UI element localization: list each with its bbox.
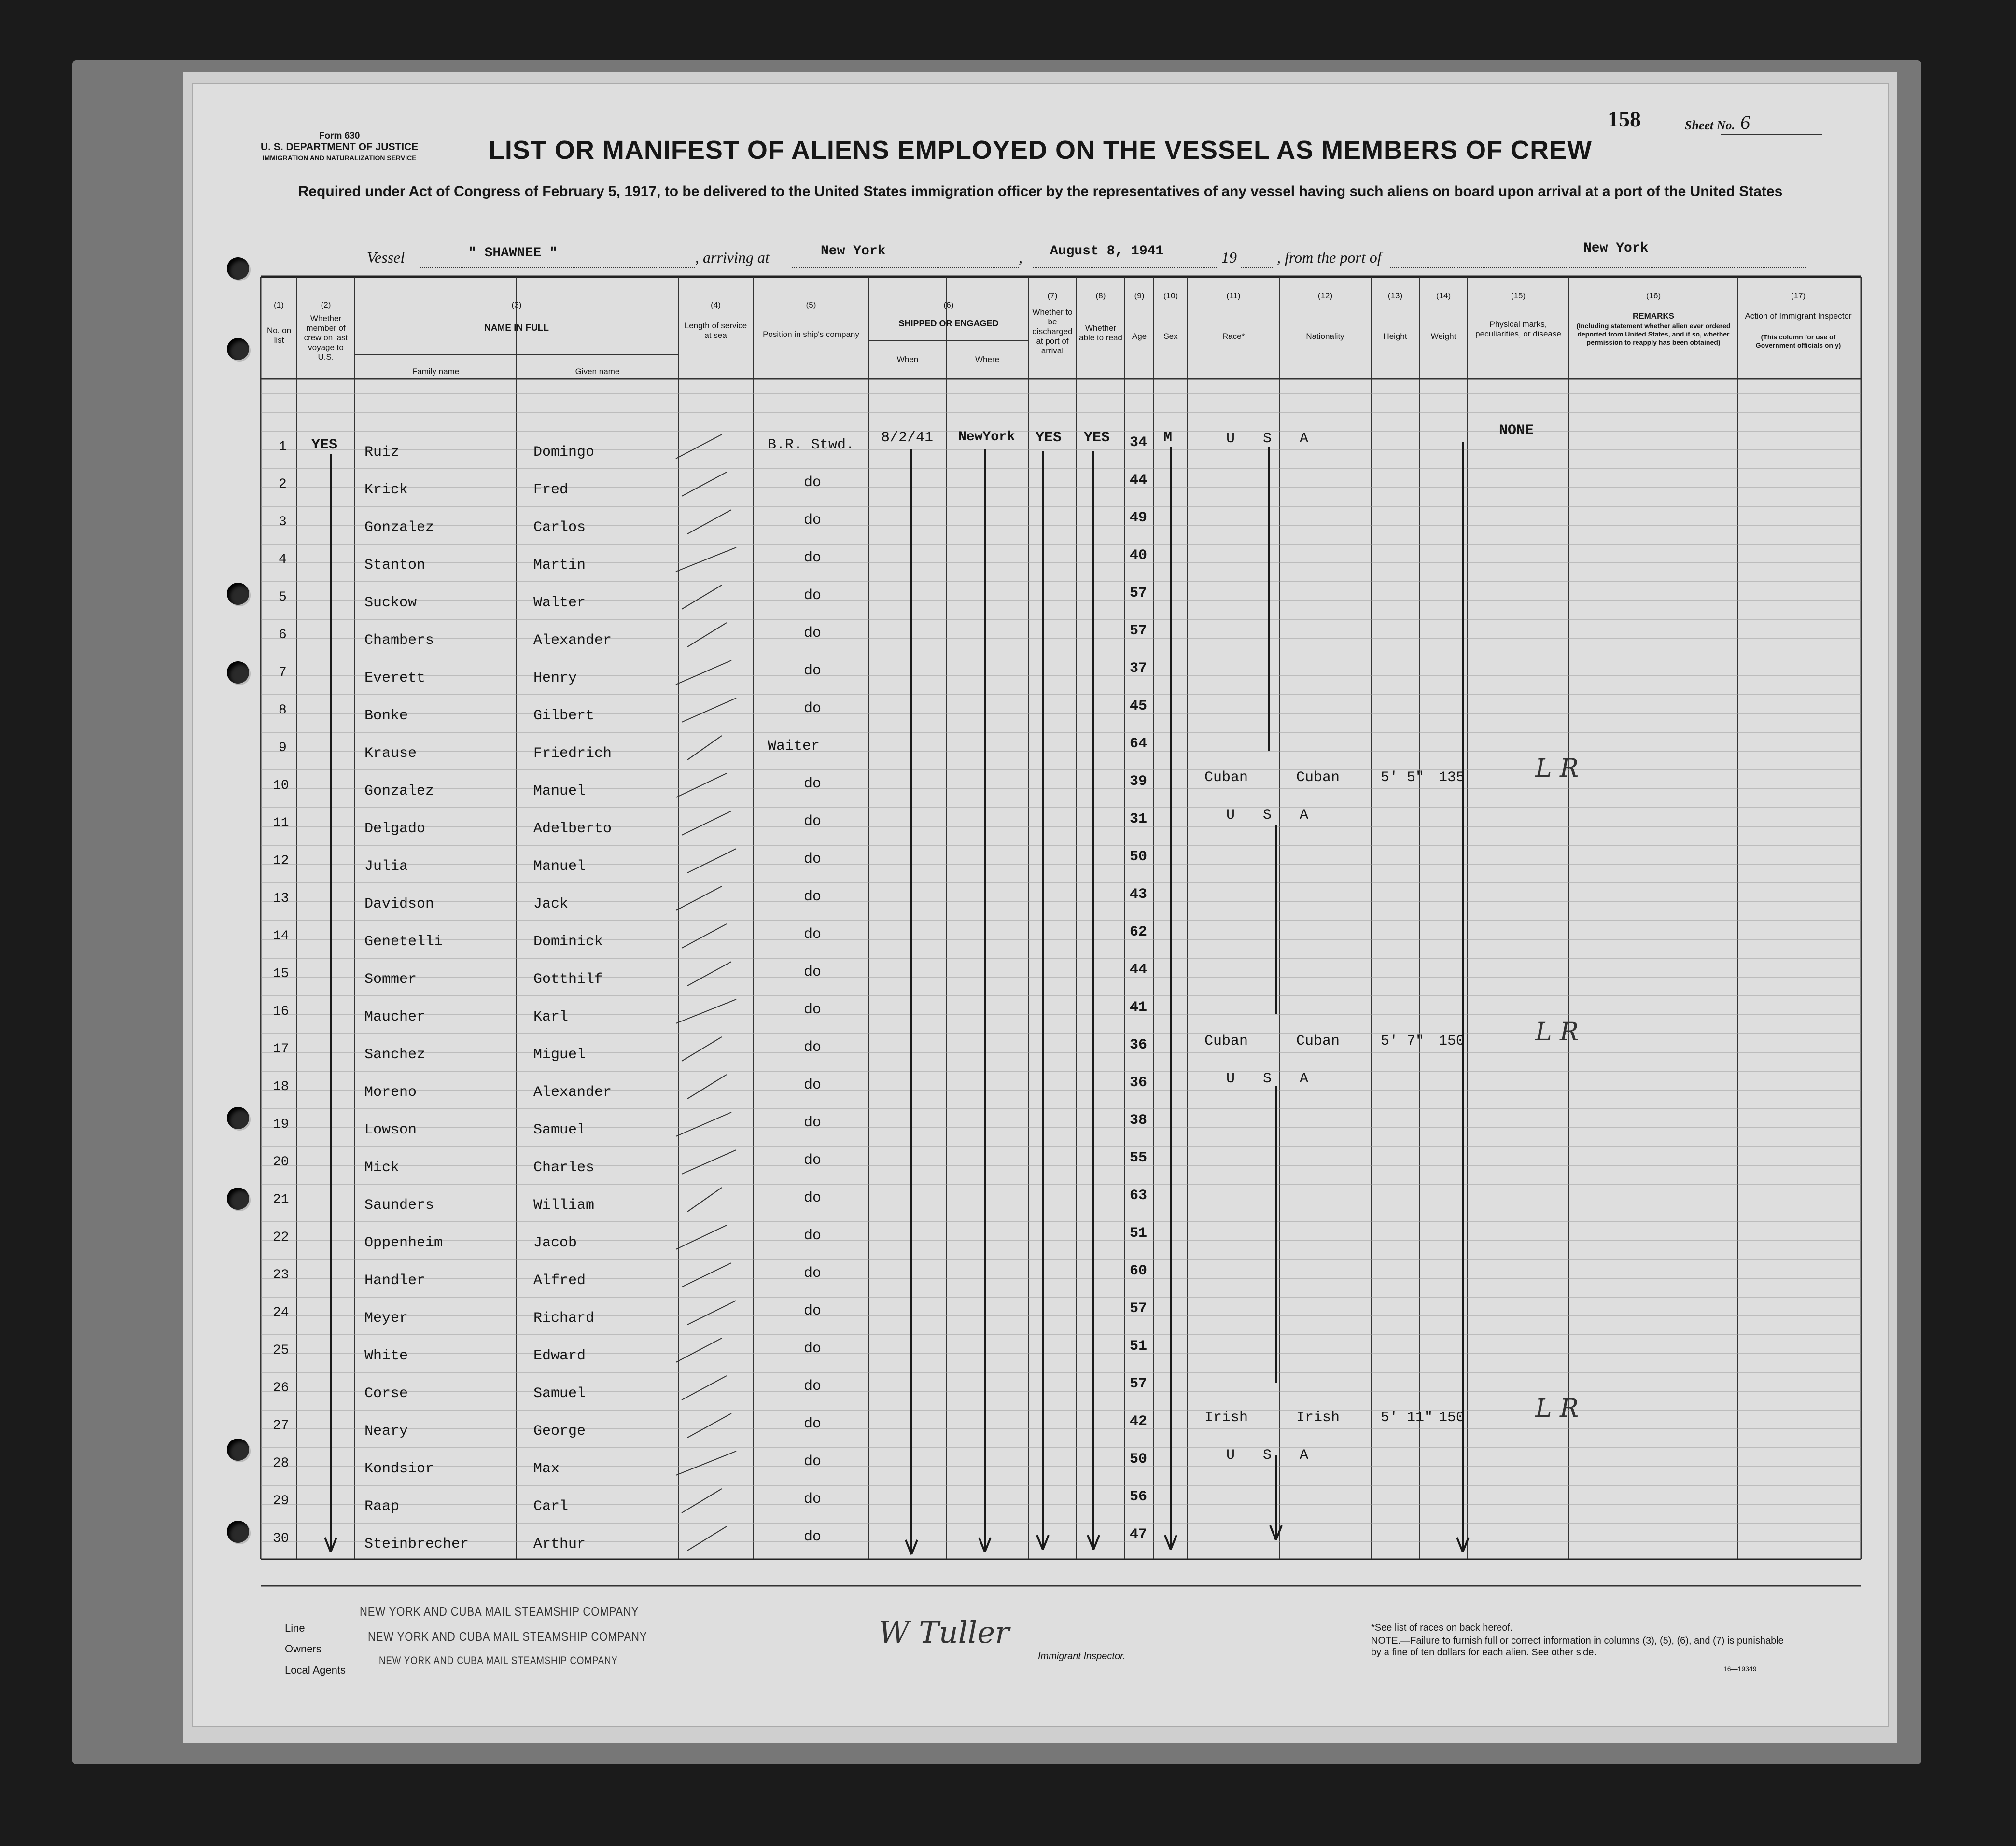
nationality: Cuban (1296, 769, 1340, 786)
age: 47 (1130, 1526, 1148, 1543)
service-slash (687, 1526, 727, 1551)
col3-given: Given name (575, 367, 620, 376)
vessel-name: " SHAWNEE " (468, 246, 558, 261)
family-name: Steinbrecher (364, 1536, 469, 1552)
form-code: 16—19349 (1723, 1665, 1757, 1673)
family-name: Saunders (364, 1197, 434, 1214)
col16-num: (16) (1646, 291, 1661, 300)
col5-num: (5) (806, 300, 816, 309)
age: 31 (1130, 811, 1148, 827)
age: 57 (1130, 1301, 1148, 1317)
family-name: Krick (364, 482, 408, 498)
col6-where: Where (975, 355, 1000, 364)
given-name: Henry (533, 670, 577, 686)
service-slash (676, 886, 722, 910)
col3-family: Family name (412, 367, 460, 376)
owners-label: Owners (285, 1643, 322, 1655)
service-slash (676, 1225, 727, 1249)
family-name: Chambers (364, 632, 434, 649)
service-slash (682, 924, 727, 948)
service-slash (676, 1451, 736, 1475)
col4-label: Length of service at sea (684, 321, 747, 340)
service-slash (687, 736, 722, 760)
weight: 135 (1439, 769, 1465, 786)
col15-num: (15) (1511, 291, 1526, 300)
col11-num: (11) (1226, 291, 1241, 300)
row-number: 24 (273, 1305, 289, 1320)
height: 5' 7" (1381, 1033, 1425, 1049)
age: 36 (1130, 1037, 1148, 1053)
service-slash (676, 547, 736, 572)
age: 44 (1130, 962, 1148, 978)
col14-num: (14) (1436, 291, 1451, 300)
col8-num: (8) (1095, 291, 1106, 300)
service: IMMIGRATION AND NATURALIZATION SERVICE (262, 154, 417, 162)
col1-label: No. on list (266, 326, 292, 345)
from-port: New York (1583, 241, 1649, 256)
given-name: Dominick (533, 934, 603, 950)
family-name: Davidson (364, 896, 434, 912)
age: 34 (1130, 434, 1148, 451)
col6-label: SHIPPED OR ENGAGED (898, 319, 999, 328)
given-name: Arthur (533, 1536, 586, 1552)
race: U S A (1226, 807, 1309, 824)
family-name: Lowson (364, 1122, 417, 1138)
position: do (804, 776, 822, 792)
position: do (804, 851, 822, 867)
age: 50 (1130, 849, 1148, 865)
given-name: Jack (533, 896, 569, 912)
age: 63 (1130, 1188, 1148, 1204)
arriving-label: , arriving at (695, 249, 770, 266)
col5-label: Position in ship's company (763, 330, 859, 339)
line-label: Line (285, 1622, 305, 1634)
row-number: 5 (279, 590, 287, 605)
year-label: 19 (1221, 249, 1237, 266)
position: do (804, 663, 822, 679)
arrival-port: New York (821, 244, 886, 259)
family-name: Sanchez (364, 1047, 426, 1063)
service-slash (676, 434, 722, 459)
age: 37 (1130, 660, 1148, 677)
age: 41 (1130, 999, 1148, 1016)
member-last-voyage: YES (311, 437, 338, 453)
col2-label: Whether member of crew on last voyage to U.S. (304, 314, 348, 362)
family-name: Genetelli (364, 934, 443, 950)
service-slash (682, 1263, 731, 1287)
sheet-number: 6 (1721, 111, 1822, 135)
col3-label: NAME IN FULL (484, 323, 549, 333)
col9-num: (9) (1134, 291, 1145, 300)
age: 44 (1130, 472, 1148, 489)
position: do (804, 1002, 822, 1018)
col2-num: (2) (321, 300, 331, 309)
position: do (804, 550, 822, 566)
given-name: Miguel (533, 1047, 586, 1063)
from-label: , from the port of (1277, 249, 1382, 266)
given-name: Alexander (533, 632, 612, 649)
row-number: 21 (273, 1192, 289, 1207)
row-number: 14 (273, 929, 289, 944)
given-name: Manuel (533, 783, 586, 799)
position: do (804, 926, 822, 943)
given-name: Max (533, 1461, 560, 1477)
age: 55 (1130, 1150, 1148, 1166)
discharged: YES (1036, 430, 1062, 446)
given-name: Adelberto (533, 821, 612, 837)
given-name: Walter (533, 595, 586, 611)
col12-num: (12) (1317, 291, 1333, 300)
service-slash (682, 1376, 727, 1400)
position: B.R. Stwd. (768, 437, 855, 453)
given-name: Gotthilf (533, 971, 603, 988)
family-name: Delgado (364, 821, 426, 837)
given-name: Alexander (533, 1084, 612, 1101)
row-number: 7 (279, 665, 287, 680)
age: 57 (1130, 585, 1148, 601)
age: 42 (1130, 1413, 1148, 1430)
position: do (804, 813, 822, 830)
col15-label: Physical marks, peculiarities, or disease (1475, 320, 1561, 338)
weight: 150 (1439, 1410, 1465, 1426)
family-name: Gonzalez (364, 783, 434, 799)
col13-label: Height (1383, 332, 1407, 341)
age: 40 (1130, 547, 1148, 564)
service-slash (676, 773, 727, 797)
given-name: Jacob (533, 1235, 577, 1251)
manifest-title: LIST OR MANIFEST OF ALIENS EMPLOYED ON THE VESSEL AS MEMBERS OF CREW (488, 136, 1593, 165)
row-number: 11 (273, 816, 289, 831)
col6-num: (6) (943, 300, 954, 309)
service-slash (682, 1489, 722, 1513)
family-name: Handler (364, 1273, 426, 1289)
arrival-date: August 8, 1941 (1050, 244, 1164, 259)
family-name: Everett (364, 670, 426, 686)
age: 62 (1130, 924, 1148, 940)
position: do (804, 1228, 822, 1244)
col7-label: Whether to be discharged at port of arrival (1032, 308, 1073, 355)
height: 5' 5" (1381, 769, 1425, 786)
row-number: 22 (273, 1230, 289, 1245)
given-name: Carl (533, 1498, 569, 1515)
age: 36 (1130, 1075, 1148, 1091)
family-name: Suckow (364, 595, 417, 611)
position: do (804, 625, 822, 642)
position: do (804, 1416, 822, 1432)
service-slash (676, 1112, 731, 1136)
service-slash (687, 1301, 736, 1325)
row-number: 19 (273, 1117, 289, 1132)
race: Cuban (1204, 769, 1248, 786)
given-name: Karl (533, 1009, 569, 1025)
position: do (804, 1115, 822, 1131)
race: U S A (1226, 1447, 1309, 1464)
age: 60 (1130, 1263, 1148, 1279)
family-name: Meyer (364, 1310, 408, 1327)
nationality: Irish (1296, 1410, 1340, 1426)
col11-label: Race* (1222, 332, 1245, 341)
given-name: Edward (533, 1348, 586, 1364)
given-name: Manuel (533, 858, 586, 875)
manifest-subtitle: Required under Act of Congress of February 5, 1917, to be delivered to the United States immigration officer by the representatives of any vessel having such aliens on board upon arrival at a port of the United States (298, 183, 1783, 199)
family-name: Maucher (364, 1009, 426, 1025)
col9-label: Age (1132, 332, 1147, 341)
position: do (804, 964, 822, 980)
inspector-mark: L R (1535, 754, 1579, 783)
service-slash (687, 1413, 731, 1438)
row-number: 16 (273, 1004, 289, 1019)
col17-label: Action of Immigrant Inspector (1745, 311, 1852, 321)
row-number: 3 (279, 515, 287, 530)
family-name: Krause (364, 745, 417, 762)
agents-stamp: NEW YORK AND CUBA MAIL STEAMSHIP COMPANY (379, 1654, 618, 1666)
service-slash (687, 1188, 722, 1212)
service-slash (682, 811, 731, 835)
row-number: 23 (273, 1268, 289, 1283)
age: 57 (1130, 1376, 1148, 1392)
family-name: Bonke (364, 708, 408, 724)
given-name: William (533, 1197, 595, 1214)
position: do (804, 1303, 822, 1319)
penalty-note: NOTE.—Failure to furnish full or correct information in columns (3), (5), (6), and (7) is punishable by a fine of ten dollars for each alien. See other side. (1371, 1636, 1784, 1658)
col17-sub: (This column for use of Government officials only) (1755, 333, 1841, 349)
row-number: 9 (279, 741, 287, 755)
given-name: Alfred (533, 1273, 586, 1289)
row-number: 25 (273, 1343, 289, 1358)
inspector-label: Immigrant Inspector. (1038, 1651, 1126, 1662)
position: do (804, 889, 822, 905)
service-slash (682, 698, 736, 722)
row-number: 27 (273, 1418, 289, 1433)
row-number: 29 (273, 1494, 289, 1509)
col14-label: Weight (1430, 332, 1456, 341)
service-slash (687, 849, 736, 873)
service-slash (676, 1338, 722, 1362)
row-number: 30 (273, 1531, 289, 1546)
manifest-page (193, 84, 1888, 1726)
col6-when: When (896, 355, 919, 364)
age: 57 (1130, 623, 1148, 639)
row-number: 13 (273, 891, 289, 906)
position: do (804, 1529, 822, 1545)
position: do (804, 475, 822, 491)
service-slash (687, 1075, 727, 1099)
position: do (804, 1077, 822, 1093)
race: U S A (1226, 431, 1309, 447)
position: do (804, 1152, 822, 1169)
service-slash (687, 623, 727, 647)
row-number: 2 (279, 477, 287, 492)
form-number: Form 630 (319, 131, 360, 141)
col1-num: (1) (274, 300, 284, 309)
position: do (804, 1039, 822, 1056)
row-number: 6 (279, 628, 287, 643)
given-name: George (533, 1423, 586, 1440)
given-name: Richard (533, 1310, 595, 1327)
row-number: 26 (273, 1381, 289, 1396)
owners-stamp: NEW YORK AND CUBA MAIL STEAMSHIP COMPANY (368, 1629, 647, 1644)
row-number: 17 (273, 1042, 289, 1057)
col4-num: (4) (711, 300, 721, 309)
col10-label: Sex (1163, 332, 1178, 341)
inspector-mark: L R (1535, 1394, 1579, 1423)
nationality: Cuban (1296, 1033, 1340, 1049)
row-number: 12 (273, 853, 289, 868)
line-stamp: NEW YORK AND CUBA MAIL STEAMSHIP COMPANY (360, 1604, 639, 1619)
sheet-label: Sheet No. (1685, 118, 1735, 132)
col7-num: (7) (1047, 291, 1058, 300)
col13-num: (13) (1387, 291, 1403, 300)
position: do (804, 1265, 822, 1282)
family-name: Sommer (364, 971, 417, 988)
given-name: Martin (533, 557, 586, 573)
position: do (804, 1378, 822, 1395)
family-name: Julia (364, 858, 408, 875)
col16-sub: (Including statement whether alien ever ordered deported from United States, and if so, whether permission to reapply has been obtained) (1576, 322, 1731, 346)
service-slash (687, 962, 731, 986)
race: Cuban (1204, 1033, 1248, 1049)
age: 43 (1130, 886, 1148, 903)
age: 64 (1130, 736, 1148, 752)
service-slash (682, 585, 722, 609)
service-slash (682, 1150, 736, 1174)
row-number: 1 (279, 439, 287, 454)
position: do (804, 512, 822, 529)
row-number: 20 (273, 1155, 289, 1170)
position: Waiter (768, 738, 820, 755)
service-slash (687, 510, 731, 534)
able-to-read: YES (1084, 430, 1110, 446)
row-number: 18 (273, 1079, 289, 1094)
age: 51 (1130, 1225, 1148, 1242)
col17-num: (17) (1791, 291, 1806, 300)
given-name: Charles (533, 1160, 595, 1176)
row-number: 8 (279, 703, 287, 718)
col12-label: Nationality (1306, 332, 1344, 341)
inspector-signature: W Tuller (879, 1615, 1009, 1650)
given-name: Samuel (533, 1385, 586, 1402)
department: U. S. DEPARTMENT OF JUSTICE (261, 141, 419, 153)
row-number: 10 (273, 778, 289, 793)
given-name: Fred (533, 482, 569, 498)
family-name: Neary (364, 1423, 408, 1440)
height: 5' 11" (1381, 1410, 1433, 1426)
given-name: Samuel (533, 1122, 586, 1138)
position: do (804, 700, 822, 717)
service-slash (676, 660, 731, 685)
age: 49 (1130, 510, 1148, 526)
age: 56 (1130, 1489, 1148, 1505)
age: 50 (1130, 1451, 1148, 1468)
family-name: White (364, 1348, 408, 1364)
sex: M (1163, 430, 1173, 446)
family-name: Stanton (364, 557, 426, 573)
race: Irish (1204, 1410, 1248, 1426)
age: 38 (1130, 1112, 1148, 1129)
given-name: Gilbert (533, 708, 595, 724)
service-slash (682, 1037, 722, 1061)
age: 45 (1130, 698, 1148, 714)
agents-label: Local Agents (285, 1664, 346, 1676)
col3-num: (3) (511, 300, 522, 309)
family-name: Mick (364, 1160, 400, 1176)
physical-marks: NONE (1499, 422, 1534, 439)
inspector-mark: L R (1535, 1018, 1579, 1047)
races-note: *See list of races on back hereof. (1371, 1622, 1513, 1633)
voyage-row: Vessel " SHAWNEE " , arriving at New York , August 8, 1941 19 , from the port of New York (367, 249, 1815, 273)
family-name: Gonzalez (364, 519, 434, 536)
position: do (804, 1491, 822, 1508)
shipped-where: NewYork (958, 430, 1015, 445)
col10-num: (10) (1163, 291, 1178, 300)
position: do (804, 1190, 822, 1206)
service-slash (682, 472, 727, 496)
given-name: Friedrich (533, 745, 612, 762)
col16-label: REMARKS (1633, 311, 1674, 321)
race: U S A (1226, 1071, 1309, 1087)
weight: 150 (1439, 1033, 1465, 1049)
position: do (804, 1454, 822, 1470)
family-name: Corse (364, 1385, 408, 1402)
vessel-label: Vessel (367, 249, 405, 266)
shipped-when: 8/2/41 (881, 430, 934, 446)
given-name: Carlos (533, 519, 586, 536)
given-name: Domingo (533, 444, 595, 461)
family-name: Moreno (364, 1084, 417, 1101)
service-slash (676, 999, 736, 1023)
family-name: Ruiz (364, 444, 400, 461)
row-number: 28 (273, 1456, 289, 1471)
position: do (804, 587, 822, 604)
col8-label: Whether able to read (1079, 323, 1122, 342)
family-name: Kondsior (364, 1461, 434, 1477)
family-name: Oppenheim (364, 1235, 443, 1251)
page-number: 158 (1608, 107, 1641, 131)
family-name: Raap (364, 1498, 400, 1515)
position: do (804, 1341, 822, 1357)
row-number: 15 (273, 966, 289, 981)
row-number: 4 (279, 552, 287, 567)
age: 51 (1130, 1338, 1148, 1355)
age: 39 (1130, 773, 1148, 790)
